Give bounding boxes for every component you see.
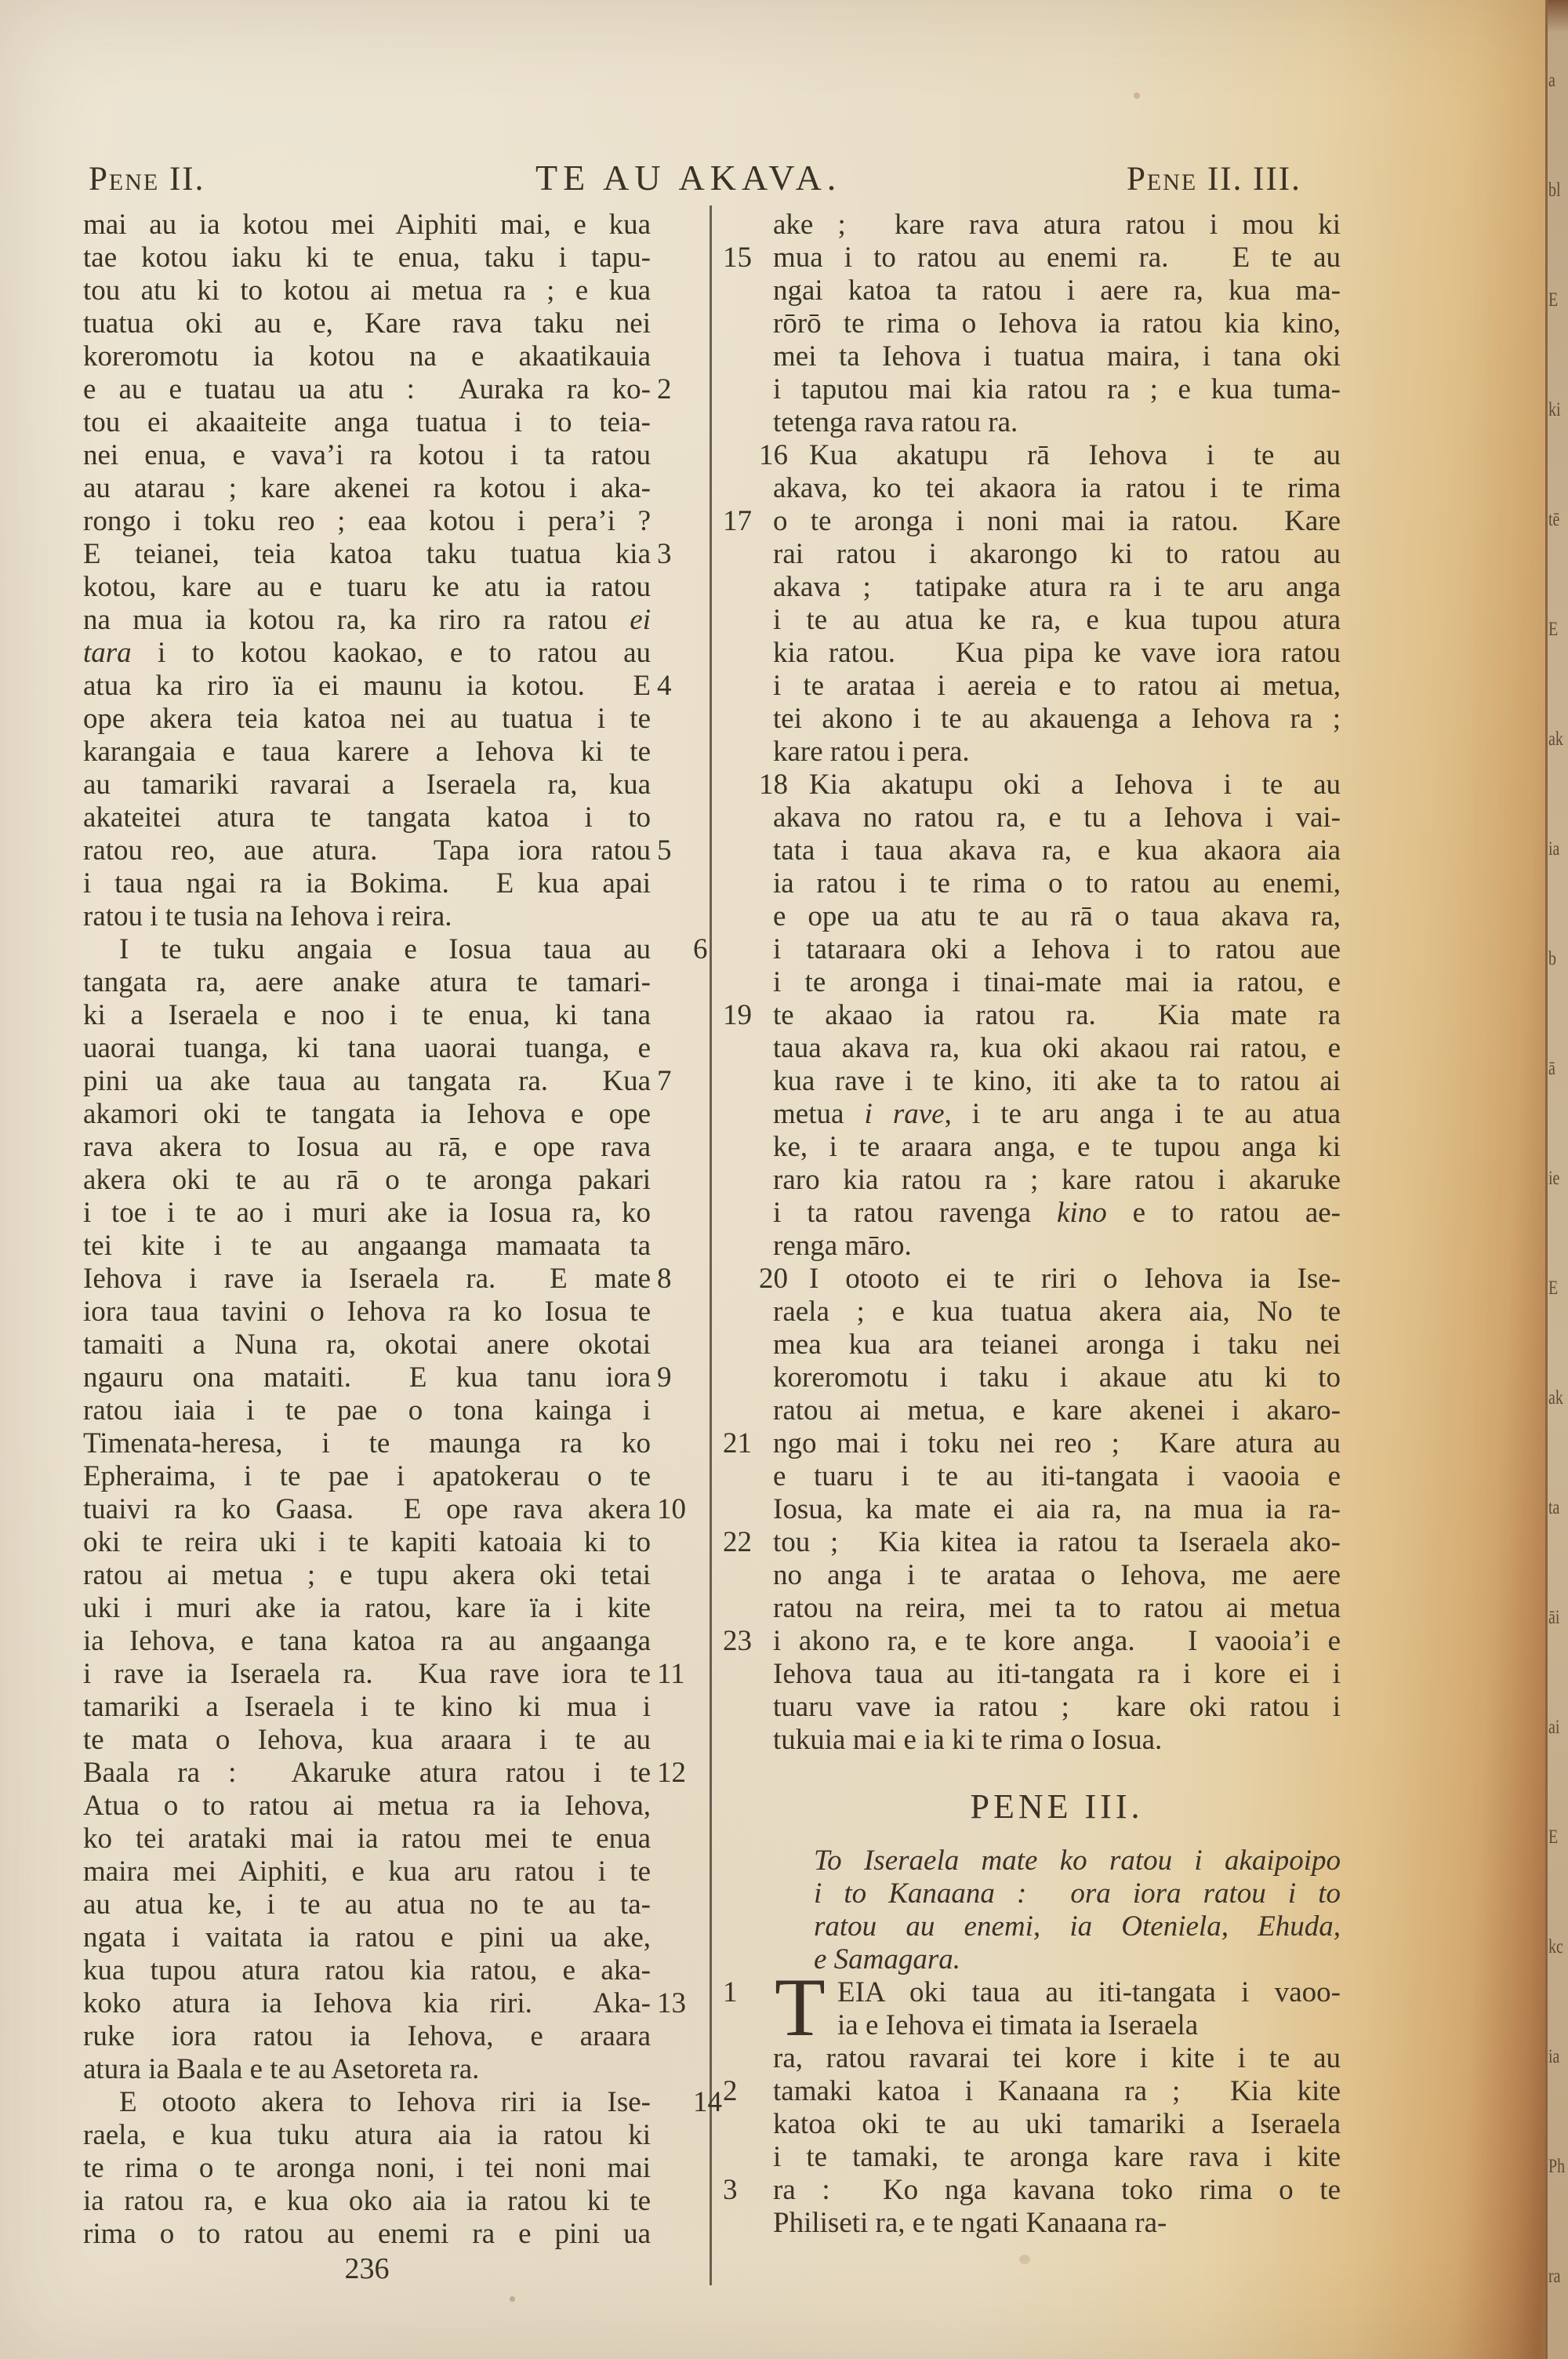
text-line: tei akono i te au akauenga a Iehova ra ; [773,703,1341,735]
text-line: au atarau ; kare akenei ra kotou i aka- [83,472,651,504]
text-line: akava no ratou ra, e tu a Iehova i vai- [773,801,1341,834]
text-line: ia Iehova, e tana katoa ra au angaanga [83,1625,651,1657]
text-line: tamaiti a Nuna ra, okotai anere okotai [83,1329,651,1361]
drop-cap-letter: T [775,1961,826,2053]
text-line: i tataraara oki a Iehova i to ratou aue [773,933,1341,965]
text-line: ngai katoa ta ratou i aere ra, kua ma- [773,274,1341,307]
page-edge-ink-fragment: āi [1548,1607,1560,1628]
chapter-summary-line: ratou au enemi, ia Oteniela, Ehuda, [814,1910,1341,1943]
text-line: i taua ngai ra ia Bokima. E kua apai [83,867,651,900]
page-edge-ink-fragment: ak [1548,729,1563,750]
page-edge-ink-fragment: ta [1548,1497,1560,1518]
text-line: ratou ai metua, e kare akenei i akaro- [773,1394,1341,1427]
text-line: e ope ua atu te au rā o taua akava ra, [773,900,1341,932]
text-line: oki te reira uki i te kapiti katoaia ki to [83,1526,651,1558]
text-line: rava akera to Iosua au rā, e ope rava [83,1131,651,1163]
running-head-left: Pene II. [89,161,205,198]
text-line: ki a Iseraela e noo i te enua, ki tana [83,999,651,1031]
text-line: te akaao ia ratou ra. Kia mate ra 19 [723,999,1341,1031]
chapter-summary-line: e Samagara. [814,1943,961,1976]
paper-speck [510,2296,515,2302]
text-line: ratou iaia i te pae o tona kainga i [83,1394,651,1427]
verse-number: 12 [657,1757,686,1789]
text-line: ia ratou i te rima o to ratou au enemi, [773,867,1341,900]
text-line: i taputou mai kia ratou ra ; e kua tuma- [773,373,1341,405]
text-line: tou ei akaaiteite anga tuatua i to teia- [83,406,651,438]
text-line: i te tamaki, te aronga kare rava i kite [773,2141,1341,2173]
text-line: kua tupou atura ratou kia ratou, e aka- [83,1954,651,1986]
text-line: ke, i te araara anga, e te tupou anga ki [773,1131,1341,1163]
text-line: T EIA oki taua au iti-tangata i vaoo- 1 [723,1961,1341,2053]
text-line: tata i taua akava ra, e kua akaora aia [773,834,1341,867]
text-line: tou atu ki to kotou ai metua ra ; e kua [83,274,651,307]
text-line: raela ; e kua tuatua akera aia, No te [773,1296,1341,1328]
verse-number: 3 [723,2174,738,2206]
text-line: Iehova i rave ia Iseraela ra. E mate 8 [83,1263,651,1296]
page-edge-ink-fragment: bl [1548,180,1561,201]
text-line: ratou i te tusia na Iehova i reira. [83,900,452,932]
text-line: i te aronga i tinai-mate mai ia ratou, e [773,966,1341,998]
text-line: uki i muri ake ia ratou, kare ïa i kite [83,1592,651,1624]
text-line: au atua ke, i te au atua no te au ta- [83,1888,651,1921]
text-line: koreromotu i taku i akaue atu ki to [773,1361,1341,1394]
chapter-summary-line: i to Kanaana : ora iora ratou i to [814,1877,1341,1910]
verse-number: 15 [723,242,752,274]
verse-number: 2 [723,2075,738,2107]
page-edge-ink-fragment: ra [1548,2266,1561,2287]
text-line: rongo i toku reo ; eaa kotou i pera’i ? [83,505,651,537]
text-line: mei ta Iehova i tuatua maira, i tana oki [773,340,1341,373]
text-line: Epheraima, i te pae i apatokerau o te [83,1460,651,1492]
page-edge-ink-fragment: ak [1548,1387,1563,1408]
text-line: Philiseti ra, e te ngati Kanaana ra- [773,2207,1167,2239]
text-line: tae kotou iaku ki te enua, taku i tapu- [83,242,651,274]
verse-number: 1 [723,1976,738,2008]
verse-number: 8 [657,1263,672,1295]
verse-number: 9 [657,1361,672,1394]
text-line: raela, e kua tuku atura aia ia ratou ki [83,2119,651,2151]
verse-number: 2 [657,373,672,405]
text-line: katoa oki te au uki tamariki a Iseraela [773,2108,1341,2140]
text-line: tangata ra, aere anake atura te tamari- [83,966,651,998]
text-line: ia e Iehova ei timata ia Iseraela [837,2009,1199,2041]
page-edge-ink-fragment: a [1548,70,1555,91]
text-line: kua rave i te kino, iti ake ta to ratou ai [773,1065,1341,1097]
text-line: i rave ia Iseraela ra. Kua rave iora te 11 [83,1658,651,1691]
text-line: ngata i vaitata ia ratou e pini ua ake, [83,1921,651,1954]
text-line: kotou, kare au e tuaru ke atu ia ratou [83,571,651,603]
text-line: ko tei arataki mai ia ratou mei te enua [83,1823,651,1855]
text-line: i akono ra, e te kore anga. I vaooia’i e 23 [723,1625,1341,1657]
text-line: tukuia mai e ia ki te rima o Iosua. [773,1724,1163,1756]
text-line: tuaivi ra ko Gaasa. E ope rava akera 10 [83,1493,651,1526]
text-line: ruke iora ratou ia Iehova, e araara [83,2020,651,2052]
page-edge-ink-fragment: E [1548,619,1559,640]
text-line: iora taua tavini o Iehova ra ko Iosua te [83,1296,651,1328]
text-line: ra : Ko nga kavana toko rima o te 3 [723,2174,1341,2206]
text-line: taua akava ra, kua oki akaou rai ratou, e [773,1032,1341,1064]
text-line: akava, ko tei akaora ia ratou i te rima [773,472,1341,504]
page-edge-ink-fragment: ai [1548,1717,1560,1738]
text-column-left [83,209,722,2285]
text-line: karangaia e taua karere a Iehova ki te [83,736,651,768]
text-line: o te aronga i noni mai ia ratou. Kare 17 [723,505,1341,537]
text-line: e tuaru i te au iti-tangata i vaooia e [773,1460,1341,1492]
verse-number: 21 [723,1427,752,1459]
text-line: renga māro. [773,1230,912,1262]
text-line: Timenata-heresa, i te maunga ra ko [83,1427,651,1459]
text-line: i te arataa i aereia e to ratou ai metua, [773,670,1341,702]
text-line: rima o to ratou au enemi ra e pini ua [83,2218,651,2250]
text-line: I te tuku angaia e Iosua taua au 6 [119,933,708,965]
text-line: uaorai tuanga, ki tana uaorai tuanga, e [83,1032,651,1064]
page-edge-ink-fragment: ki [1548,399,1561,420]
chapter-heading: PENE III. [970,1787,1144,1826]
verse-number: 16 [759,439,788,471]
text-line: nei enua, e vava’i ra kotou i ta ratou [83,439,651,471]
text-line: ratou reo, aue atura. Tapa iora ratou 5 [83,834,651,867]
verse-number: 19 [723,999,752,1031]
running-head-center: TE AU AKAVA. [535,158,842,198]
verse-number: 22 [723,1526,752,1558]
page-edge-ink-fragment: E [1548,1278,1559,1299]
text-line: mea kua ara teianei aronga i taku nei [773,1329,1341,1361]
text-line: Kia akatupu oki a Iehova i te au 18 [773,769,1341,801]
running-head-right: Pene II. III. [1127,161,1301,198]
text-line: Iosua, ka mate ei aia ra, na mua ia ra- [773,1493,1341,1525]
text-line: au tamariki ravarai a Iseraela ra, kua [83,769,651,801]
page-edge-ink-fragment: ia [1548,838,1560,860]
page-edge-ink-fragment: E [1548,1826,1559,1848]
paper-stain [1019,2255,1030,2264]
page-edge-ink-fragment: kc [1548,1936,1563,1957]
text-line: tei kite i te au angaanga mamaata ta [83,1230,651,1262]
verse-number: 17 [723,505,752,537]
verse-number: 14 [693,2086,722,2118]
text-line: ia ratou ra, e kua oko aia ia ratou ki te [83,2185,651,2217]
text-line: mai au ia kotou mei Aiphiti mai, e kua [83,209,651,241]
text-line: ngo mai i toku nei reo ; Kare atura au 21 [723,1427,1341,1459]
page-edge-ink-fragment: E [1548,289,1559,311]
text-line: kare ratou i pera. [773,736,970,768]
text-line: E otooto akera to Iehova riri ia Ise- 14 [119,2086,722,2118]
verse-number: 18 [759,769,788,801]
text-line: tamariki a Iseraela i te kino ki mua i [83,1691,651,1723]
verse-number: 20 [759,1263,788,1295]
text-line: ra, ratou ravarai tei kore i kite i te au [773,2042,1341,2074]
text-line: Iehova taua au iti-tangata ra i kore ei i [773,1658,1341,1690]
text-line: akateitei atura te tangata katoa i to [83,801,651,834]
text-line: ope akera teia katoa nei au tuatua i te [83,703,651,735]
text-line: tamaki katoa i Kanaana ra ; Kia kite 2 [723,2075,1341,2107]
text-line: Atua o to ratou ai metua ra ia Iehova, [83,1790,651,1822]
text-line: koko atura ia Iehova kia riri. Aka- 13 [83,1987,651,2020]
text-line: te mata o Iehova, kua araara i te au [83,1724,651,1756]
page-edge [1545,0,1568,2359]
text-line: tou ; Kia kitea ia ratou ta Iseraela ako- 22 [723,1526,1341,1558]
verse-number: 10 [657,1493,686,1525]
text-line: tuaru vave ia ratou ; kare oki ratou i [773,1691,1341,1723]
text-line: no anga i te arataa o Iehova, me aere [773,1559,1341,1591]
page-edge-ink-fragment: ie [1548,1168,1560,1189]
text-line: i te au atua ke ra, e kua tupou atura [773,604,1341,636]
text-line: ngauru ona mataiti. E kua tanu iora 9 [83,1361,651,1394]
text-line: i ta ratou ravenga kino e to ratou ae- [773,1197,1341,1229]
page-number: 236 [344,2252,390,2285]
verse-number: 3 [657,538,672,570]
text-line: akava ; tatipake atura ra i te aru anga [773,571,1341,603]
text-line: na mua ia kotou ra, ka riro ra ratou ei [83,604,651,636]
verse-number: 13 [657,1987,686,2019]
verse-number: 7 [657,1065,672,1097]
text-line: te rima o te aronga noni, i tei noni mai [83,2152,651,2184]
page-edge-ink-fragment: ā [1548,1058,1555,1079]
text-column-right [723,209,1341,2240]
text-line: akera oki te au rā o te aronga pakari [83,1164,651,1196]
text-line: tara i to kotou kaokao, e to ratou au [83,637,651,669]
text-line: pini ua ake taua au tangata ra. Kua 7 [83,1065,651,1098]
verse-number: 11 [657,1658,685,1690]
page-edge-ink-fragment: ia [1548,2046,1560,2067]
page-edge-ink-fragment: tē [1548,509,1560,530]
text-line: kia ratou. Kua pipa ke vave iora ratou [773,637,1341,669]
chapter-summary-line: To Iseraela mate ko ratou i akaipoipo [814,1845,1341,1877]
text-line: ratou na reira, mei ta to ratou ai metua [773,1592,1341,1624]
page-edge-ink-fragment: b [1548,948,1556,969]
page-edge-ink-fragment: Ph [1548,2156,1566,2177]
text-line: atura ia Baala e te au Asetoreta ra. [83,2053,480,2085]
text-line: tetenga rava ratou ra. [773,406,1018,438]
column-divider-rule [710,205,712,2285]
text-line: i toe i te ao i muri ake ia Iosua ra, ko [83,1197,651,1229]
text-line: rai ratou i akarongo ki to ratou au [773,538,1341,570]
text-line: E teianei, teia katoa taku tuatua kia 3 [83,538,651,571]
text-line: maira mei Aiphiti, e kua aru ratou i te [83,1856,651,1888]
paper-speck [1134,93,1140,99]
text-line: raro kia ratou ra ; kare ratou i akaruke [773,1164,1341,1196]
text-line: koreromotu ia kotou na e akaatikauia [83,340,651,373]
text-line: Kua akatupu rā Iehova i te au 16 [773,439,1341,472]
verse-number: 4 [657,670,672,702]
text-line: I otooto ei te riri o Iehova ia Ise- 20 [773,1263,1341,1296]
text-line: Baala ra : Akaruke atura ratou i te 12 [83,1757,651,1790]
verse-number: 6 [693,933,708,965]
text-line: akamori oki te tangata ia Iehova e ope [83,1098,651,1130]
verse-number: 23 [723,1625,752,1657]
text-line: mua i to ratou au enemi ra. E te au 15 [723,242,1341,274]
verse-number: 5 [657,834,672,867]
text-line: metua i rave, i te aru anga i te au atua [773,1098,1341,1130]
text-line: ake ; kare rava atura ratou i mou ki [773,209,1341,241]
text-line: tuatua oki au e, Kare rava taku nei [83,307,651,340]
text-line: e au e tuatau ua atu : Auraka ra ko- 2 [83,373,651,406]
text-line: rōrō te rima o Iehova ia ratou kia kino, [773,307,1341,340]
text-line: ratou ai metua ; e tupu akera oki tetai [83,1559,651,1591]
text-line: atua ka riro ïa ei maunu ia kotou. E 4 [83,670,651,703]
